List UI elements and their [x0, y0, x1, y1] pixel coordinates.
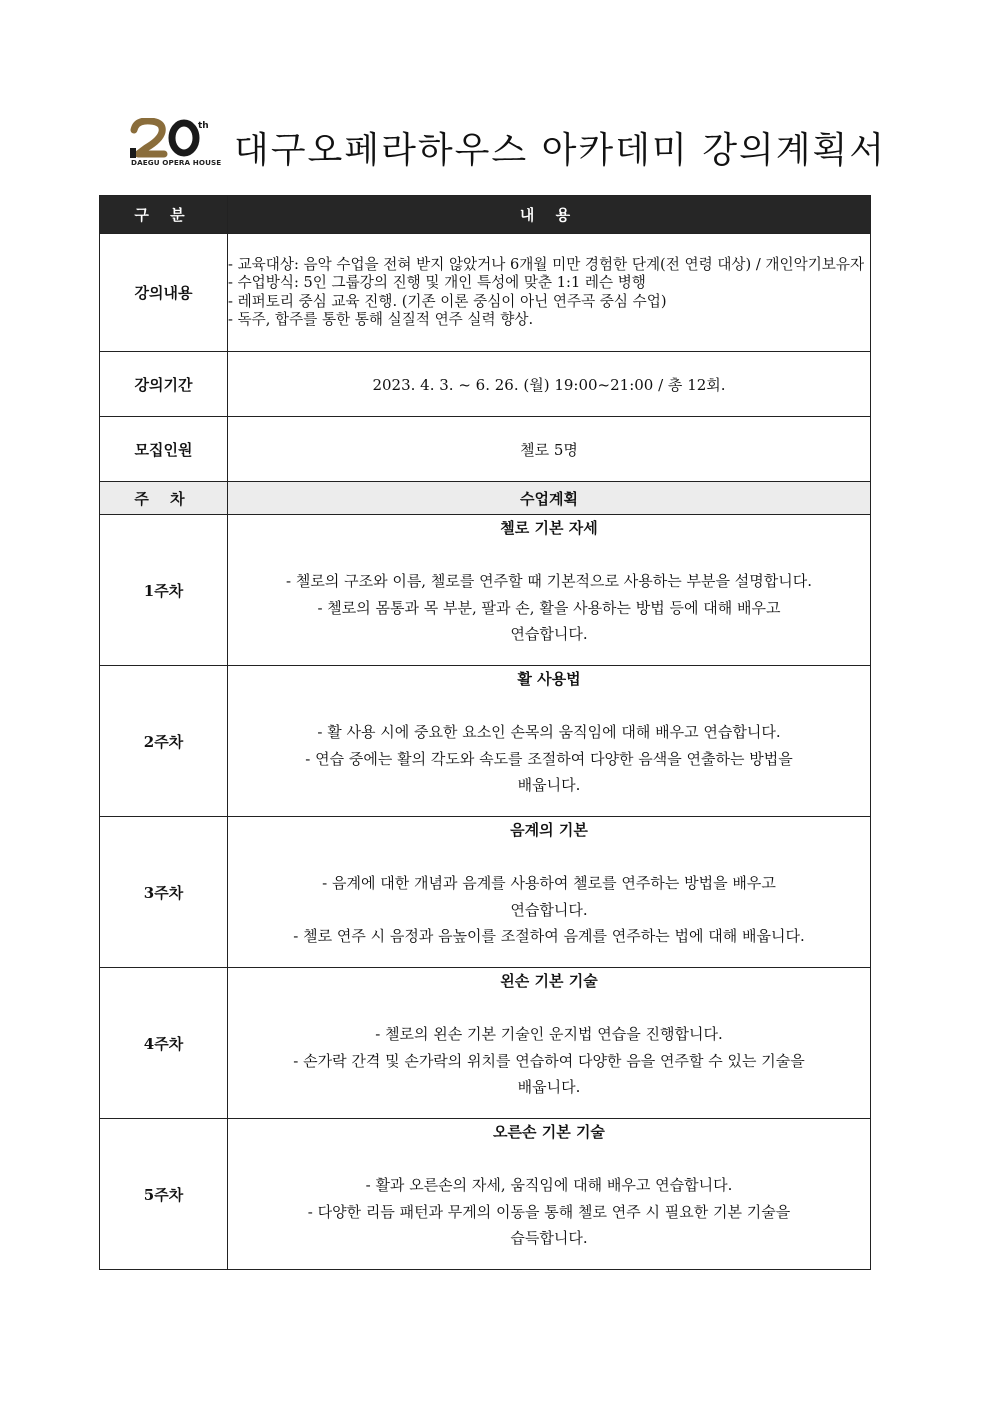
intro-line: - 수업방식: 5인 그룹강의 진행 및 개인 특성에 맞춘 1:1 레슨 병행 [228, 274, 646, 291]
intro-line: - 독주, 합주를 통한 통해 실질적 연주 실력 향상. [228, 311, 534, 328]
header-category: 구 분 [100, 196, 228, 234]
intro-line: - 교육대상: 음악 수업을 전혀 받지 않았거나 6개월 미만 경험한 단계(전 연령 대상) / 개인악기보유자 [228, 255, 865, 273]
row-label-recruit: 모집인원 [100, 417, 228, 482]
week-line: 배웁니다. [517, 1078, 581, 1096]
subheader-week: 주 차 [100, 482, 228, 515]
intro-content [228, 234, 871, 352]
row-label-period: 강의기간 [100, 352, 228, 417]
week-title: 활 사용법 [517, 670, 581, 688]
week-line: 연습합니다. [510, 625, 588, 643]
table-row-week-2 [100, 666, 871, 817]
table-subheader-row [100, 482, 871, 515]
week-title: 첼로 기본 자세 [500, 519, 598, 537]
week-line: - 음계에 대한 개념과 음계를 사용하여 첼로를 연주하는 방법을 배우고 [322, 874, 776, 892]
table-row-intro [100, 234, 871, 352]
table-header-row [100, 196, 871, 234]
logo-text: DAEGU OPERA HOUSE [131, 158, 222, 167]
subheader-plan: 수업계획 [228, 482, 871, 515]
document-title: 대구오페라하우스 아카데미 강의계획서 [234, 130, 887, 171]
lecture-plan-table [99, 195, 871, 1270]
week-label: 4주차 [100, 968, 228, 1119]
week-line: 배웁니다. [517, 776, 581, 794]
table-row-period [100, 352, 871, 417]
week-content [228, 666, 871, 817]
week-content [228, 1119, 871, 1270]
week-line: 습득합니다. [510, 1229, 588, 1247]
week-line: - 첼로 연주 시 음정과 음높이를 조절하여 음계를 연주하는 법에 대해 배웁니다. [293, 927, 805, 945]
week-line: - 활과 오른손의 자세, 움직임에 대해 배우고 연습합니다. [365, 1176, 733, 1194]
week-content [228, 817, 871, 968]
header-content: 내 용 [228, 196, 871, 234]
week-content [228, 515, 871, 666]
logo-suffix: th [198, 121, 209, 131]
week-line: - 첼로의 몸통과 목 부분, 팔과 손, 활을 사용하는 방법 등에 대해 배우고 [317, 598, 781, 617]
week-label: 3주차 [100, 817, 228, 968]
recruit-value: 첼로 5명 [228, 417, 871, 482]
week-line: - 활 사용 시에 중요한 요소인 손목의 움직임에 대해 배우고 연습합니다. [317, 723, 781, 741]
table-row-week-5 [100, 1119, 871, 1270]
table-row-recruit [100, 417, 871, 482]
week-line: 연습합니다. [510, 900, 588, 919]
week-line: - 첼로의 왼손 기본 기술인 운지법 연습을 진행합니다. [375, 1025, 723, 1043]
table-row-week-1 [100, 515, 871, 666]
row-label-intro: 강의내용 [100, 234, 228, 352]
table-row-week-3 [100, 817, 871, 968]
week-label: 5주차 [100, 1119, 228, 1270]
week-label: 1주차 [100, 515, 228, 666]
week-line: - 연습 중에는 활의 각도와 속도를 조절하여 다양한 음색을 연출하는 방법을 [305, 749, 793, 768]
week-title: 음계의 기본 [510, 821, 588, 839]
period-value: 2023. 4. 3. ~ 6. 26. (월) 19:00~21:00 / 총 12회. [228, 352, 871, 417]
table-row-week-4 [100, 968, 871, 1119]
week-line: - 손가락 간격 및 손가락의 위치를 연습하여 다양한 음을 연주할 수 있는 기술을 [293, 1051, 805, 1070]
intro-line: - 레퍼토리 중심 교육 진행. (기존 이론 중심이 아닌 연주곡 중심 수업) [228, 292, 667, 310]
week-line: - 다양한 리듬 패턴과 무게의 이동을 통해 첼로 연주 시 필요한 기본 기술을 [307, 1202, 791, 1221]
week-title: 오른손 기본 기술 [493, 1123, 605, 1141]
daegu-opera-house-20th-logo [130, 118, 222, 170]
document-header [130, 118, 887, 174]
week-line: - 첼로의 구조와 이름, 첼로를 연주할 때 기본적으로 사용하는 부분을 설명합니다. [286, 572, 812, 590]
week-label: 2주차 [100, 666, 228, 817]
logo-numeral-graphic [130, 118, 216, 158]
week-content [228, 968, 871, 1119]
week-title: 왼손 기본 기술 [500, 972, 598, 990]
